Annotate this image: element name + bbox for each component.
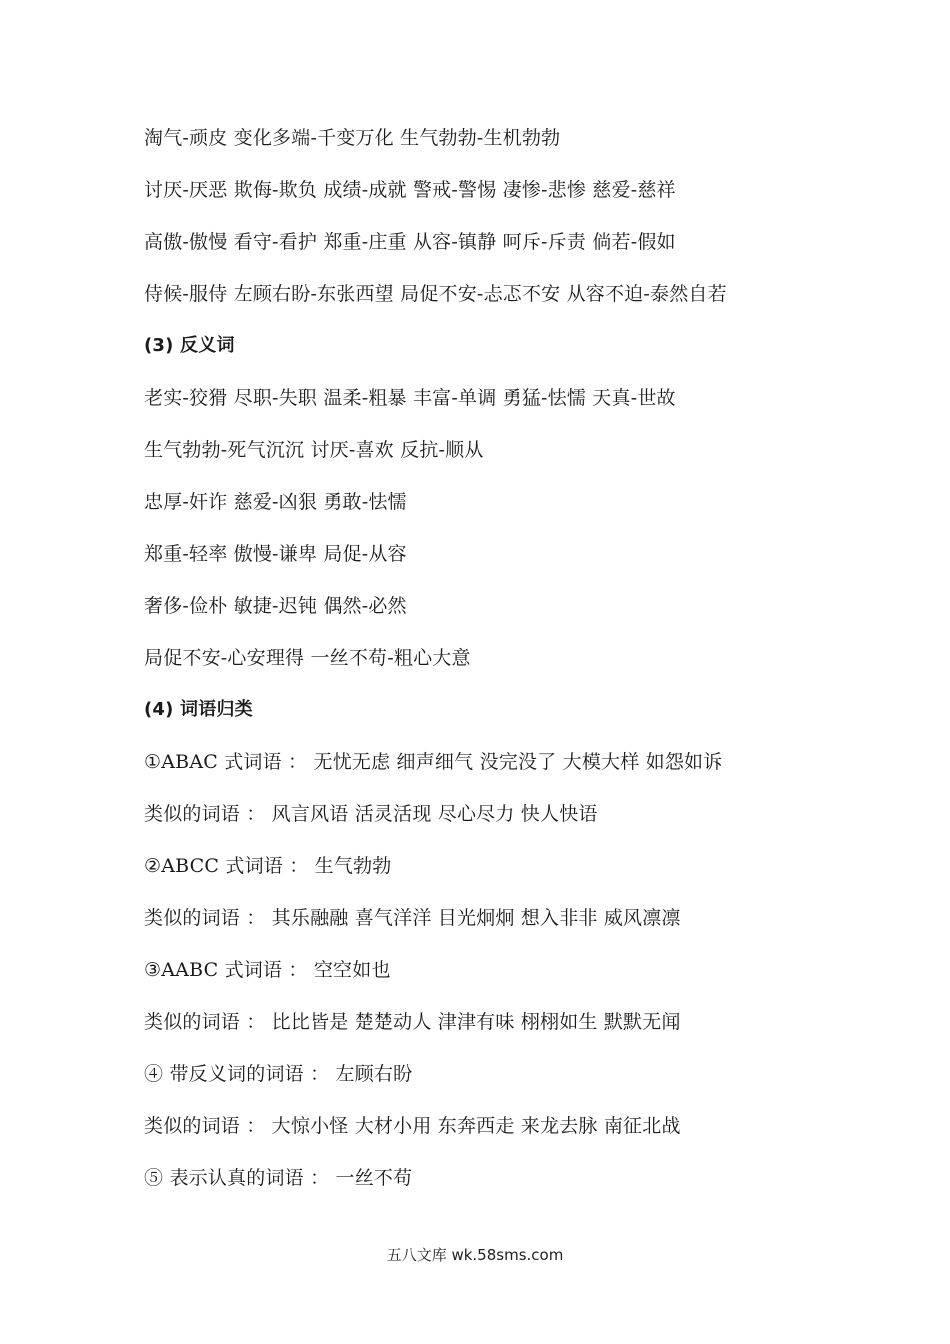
abac-words-line: ①ABAC 式词语 ： 无忧无虑 细声细气 没完没了 大模大样 如怨如诉 — [144, 751, 723, 773]
abac-similar-line: 类似的词语 ： 风言风语 活灵活现 尽心尽力 快人快语 — [144, 803, 598, 825]
antonym-pair-similar-line: 类似的词语 ： 大惊小怪 大材小用 东奔西走 来龙去脉 南征北战 — [144, 1115, 681, 1137]
antonym-pair-words-line: ④ 带反义词的词语 ： 左顾右盼 — [144, 1063, 413, 1085]
synonym-line-3: 高傲-傲慢 看守-看护 郑重-庄重 从容-镇静 呵斥-斥责 倘若-假如 — [144, 231, 676, 253]
abcc-words-line: ②ABCC 式词语 ： 生气勃勃 — [144, 855, 392, 877]
synonym-line-1: 淘气-顽皮 变化多端-千变万化 生气勃勃-生机勃勃 — [144, 127, 561, 149]
synonym-line-2: 讨厌-厌恶 欺侮-欺负 成绩-成就 警戒-警惕 凄惨-悲惨 慈爱-慈祥 — [144, 179, 676, 201]
synonym-line-4: 侍候-服侍 左顾右盼-东张西望 局促不安-忐忑不安 从容不迫-泰然自若 — [144, 283, 727, 305]
antonym-heading: (3) 反义词 — [144, 335, 235, 356]
antonym-line-6: 局促不安-心安理得 一丝不苟-粗心大意 — [144, 647, 471, 669]
aabc-words-line: ③AABC 式词语 ： 空空如也 — [144, 959, 391, 981]
footer-watermark: 五八文库 wk.58sms.com — [386, 1246, 564, 1264]
aabc-similar-line: 类似的词语 ： 比比皆是 楚楚动人 津津有味 栩栩如生 默默无闻 — [144, 1011, 681, 1033]
antonym-line-5: 奢侈-俭朴 敏捷-迟钝 偶然-必然 — [144, 595, 407, 617]
serious-words-line: ⑤ 表示认真的词语 ： 一丝不苟 — [144, 1167, 413, 1189]
antonym-line-4: 郑重-轻率 傲慢-谦卑 局促-从容 — [144, 543, 407, 565]
antonym-line-2: 生气勃勃-死气沉沉 讨厌-喜欢 反抗-顺从 — [144, 439, 484, 461]
classification-heading: (4) 词语归类 — [144, 699, 253, 720]
antonym-line-1: 老实-狡猾 尽职-失职 温柔-粗暴 丰富-单调 勇猛-怯懦 天真-世故 — [144, 387, 676, 409]
antonym-line-3: 忠厚-奸诈 慈爱-凶狠 勇敢-怯懦 — [144, 491, 407, 513]
abcc-similar-line: 类似的词语 ： 其乐融融 喜气洋洋 目光炯炯 想入非非 威风凛凛 — [144, 907, 681, 929]
